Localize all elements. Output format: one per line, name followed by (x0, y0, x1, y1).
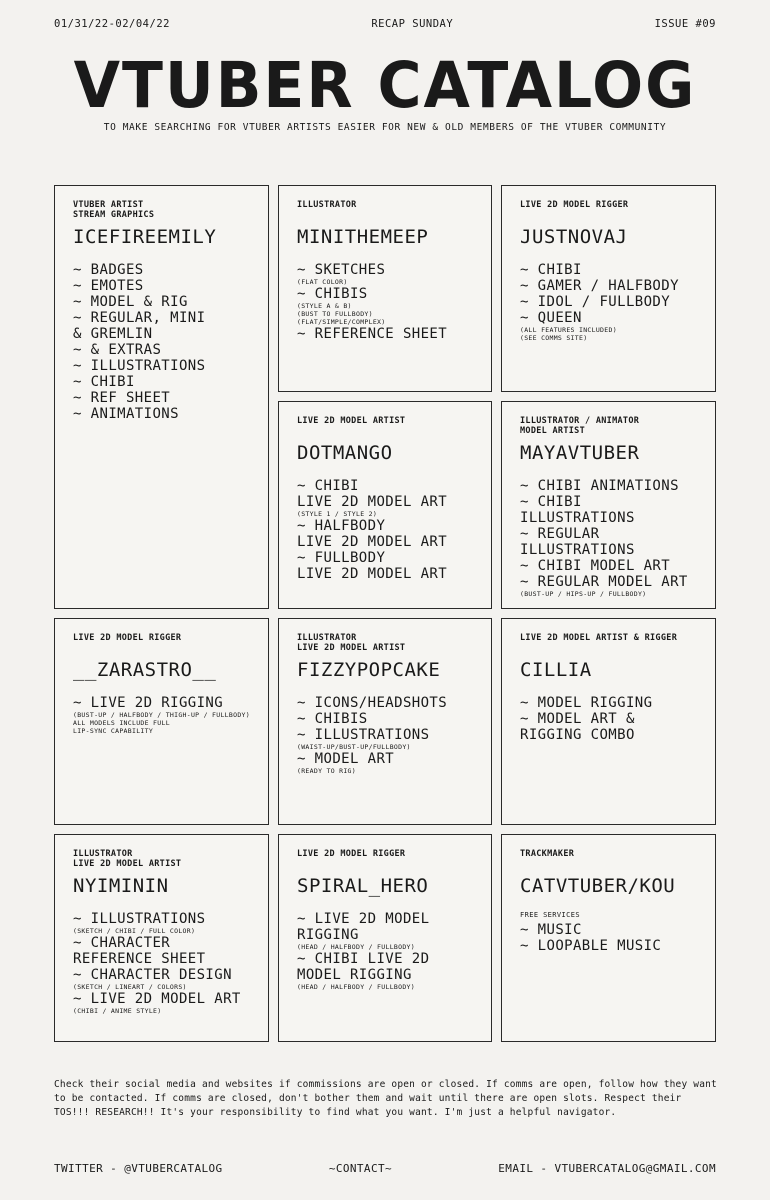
service-item: ~ CHIBIS (297, 286, 368, 302)
service-item: ~ REF SHEET (73, 390, 171, 406)
service-item: ~ CHIBI (520, 262, 582, 278)
service-item: ILLUSTRATIONS (520, 542, 635, 558)
service-item: ~ MODEL ART & (520, 711, 635, 727)
service-list (73, 695, 250, 735)
service-item: ~ SKETCHES (297, 262, 386, 278)
service-item: ~ QUEEN (520, 310, 582, 326)
artist-card (278, 618, 492, 825)
service-item: ~ REFERENCE SHEET (297, 326, 448, 342)
artist-name: CILLIA (520, 659, 592, 681)
service-item: RIGGING COMBO (520, 727, 635, 743)
artist-name: MAYAVTUBER (520, 442, 640, 464)
service-item: ~ ILLUSTRATIONS (73, 911, 206, 927)
service-item: ~ CHIBI (297, 478, 359, 494)
issue-number: ISSUE #09 (654, 18, 716, 30)
artist-name: DOTMANGO (297, 442, 393, 464)
service-list (520, 262, 697, 342)
artist-name: __ZARASTRO__ (73, 659, 217, 681)
recap-label: RECAP SUNDAY (371, 18, 454, 30)
service-list (297, 911, 473, 991)
service-list (73, 911, 250, 1015)
page-title: VTUBER CATALOG (73, 49, 697, 123)
service-note: (BUST-UP / HIPS-UP / FULLBODY) (520, 590, 647, 598)
service-list (73, 262, 250, 422)
service-item: ~ IDOL / FULLBODY (520, 294, 671, 310)
service-item: ILLUSTRATIONS (520, 510, 635, 526)
top-bar (54, 18, 716, 30)
artist-card (278, 185, 492, 392)
service-note: (READY TO RIG) (297, 767, 356, 775)
service-note: (CHIBI / ANIME STYLE) (73, 1007, 162, 1015)
artist-role: LIVE 2D MODEL RIGGER (73, 633, 182, 643)
service-item: ~ ILLUSTRATIONS (297, 727, 430, 743)
service-item: ~ & EXTRAS (73, 342, 162, 358)
artist-role: VTUBER ARTIST STREAM GRAPHICS (73, 200, 155, 220)
artist-name: CATVTUBER/KOU (520, 875, 676, 897)
service-list (520, 478, 697, 598)
footer (54, 1162, 716, 1175)
artist-card (501, 618, 716, 825)
artist-card (501, 834, 716, 1042)
service-note: (SKETCH / CHIBI / FULL COLOR) (73, 927, 196, 935)
service-list (297, 695, 473, 775)
tagline: TO MAKE SEARCHING FOR VTUBER ARTISTS EASIER FOR NEW & OLD MEMBERS OF THE VTUBER COMMUNITY (103, 122, 667, 133)
service-item: RIGGING (297, 927, 359, 943)
service-list (297, 478, 473, 582)
service-item: ~ LIVE 2D RIGGING (73, 695, 224, 711)
service-item: ~ MODEL RIGGING (520, 695, 653, 711)
artist-card (278, 401, 492, 609)
artist-role: ILLUSTRATOR LIVE 2D MODEL ARTIST (297, 633, 406, 653)
service-item: ~ CHIBI MODEL ART (520, 558, 671, 574)
service-preface: FREE SERVICES (520, 911, 580, 919)
artist-role: TRACKMAKER (520, 849, 575, 859)
artist-role: ILLUSTRATOR LIVE 2D MODEL ARTIST (73, 849, 182, 869)
service-item: MODEL RIGGING (297, 967, 412, 983)
artist-role: LIVE 2D MODEL ARTIST & RIGGER (520, 633, 678, 643)
service-item: & GREMLIN (73, 326, 153, 342)
artist-role: LIVE 2D MODEL RIGGER (297, 849, 406, 859)
artist-name: ICEFIREEMILY (73, 226, 217, 248)
service-note: (SKETCH / LINEART / COLORS) (73, 983, 187, 991)
artist-role: ILLUSTRATOR (297, 200, 357, 210)
service-note: (HEAD / HALFBODY / FULLBODY) (297, 943, 415, 951)
service-item: ~ FULLBODY (297, 550, 386, 566)
service-item: ~ CHIBIS (297, 711, 368, 727)
service-note: (ALL FEATURES INCLUDED) (SEE COMMS SITE) (520, 326, 617, 342)
service-item: ~ CHARACTER (73, 935, 171, 951)
service-item: ~ REGULAR MODEL ART (520, 574, 688, 590)
service-note: (WAIST-UP/BUST-UP/FULLBODY) (297, 743, 411, 751)
service-note: (STYLE 1 / STYLE 2) (297, 510, 378, 518)
service-item: LIVE 2D MODEL ART (297, 534, 448, 550)
artist-name: MINITHEMEEP (297, 226, 429, 248)
service-note: (HEAD / HALFBODY / FULLBODY) (297, 983, 415, 991)
artist-role: LIVE 2D MODEL ARTIST (297, 416, 406, 426)
artist-card (278, 834, 492, 1042)
service-item: ~ ICONS/HEADSHOTS (297, 695, 448, 711)
artist-name: JUSTNOVAJ (520, 226, 628, 248)
service-item: ~ GAMER / HALFBODY (520, 278, 679, 294)
date-range: 01/31/22-02/04/22 (54, 18, 170, 30)
service-item: ~ REGULAR, MINI (73, 310, 206, 326)
service-item: ~ ANIMATIONS (73, 406, 179, 422)
service-item: ~ LIVE 2D MODEL (297, 911, 430, 927)
service-note: (STYLE A & B) (BUST TO FULLBODY) (FLAT/SIMPLE/COMPLEX) (297, 302, 386, 326)
artist-card (54, 834, 269, 1042)
footer-note: Check their social media and websites if commissions are open or closed. If comms are open, follow how they want to be contacted. If comms are closed, don't bother them and wait until there are open slots. Respect their TOS!!! RESEARCH!! It's your responsibility to find what you want. I'm just a helpful navigator. (54, 1079, 717, 1118)
service-item: ~ MODEL & RIG (73, 294, 188, 310)
service-item: ~ MUSIC (520, 922, 582, 938)
service-item: ~ LOOPABLE MUSIC (520, 938, 662, 954)
service-item: ~ HALFBODY (297, 518, 386, 534)
artist-name: NYIMININ (73, 875, 169, 897)
service-item: ~ CHIBI LIVE 2D (297, 951, 430, 967)
twitter-handle[interactable]: TWITTER - @VTUBERCATALOG (54, 1162, 223, 1175)
artist-card (501, 185, 716, 392)
service-item: LIVE 2D MODEL ART (297, 566, 448, 582)
service-item: ~ CHIBI ANIMATIONS (520, 478, 679, 494)
service-item: ~ ILLUSTRATIONS (73, 358, 206, 374)
service-item: ~ CHIBI (520, 494, 582, 510)
service-item: LIVE 2D MODEL ART (297, 494, 448, 510)
service-item: ~ CHARACTER DESIGN (73, 967, 232, 983)
email-address[interactable]: EMAIL - VTUBERCATALOG@GMAIL.COM (498, 1162, 716, 1175)
service-item: ~ BADGES (73, 262, 144, 278)
artist-role: ILLUSTRATOR / ANIMATOR MODEL ARTIST (520, 416, 640, 436)
artist-card (54, 185, 269, 609)
service-list (297, 262, 473, 342)
service-list (520, 695, 697, 743)
artist-name: FIZZYPOPCAKE (297, 659, 441, 681)
service-item: REFERENCE SHEET (73, 951, 206, 967)
artist-card (54, 618, 269, 825)
service-item: ~ REGULAR (520, 526, 600, 542)
service-item: ~ CHIBI (73, 374, 135, 390)
artist-card (501, 401, 716, 609)
service-note: (BUST-UP / HALFBODY / THIGH-UP / FULLBODY) ALL MODELS INCLUDE FULL LIP-SYNC CAPABILITY (73, 711, 250, 735)
service-item: ~ MODEL ART (297, 751, 395, 767)
contact-label: ~CONTACT~ (328, 1162, 393, 1175)
service-item: ~ EMOTES (73, 278, 144, 294)
service-list (520, 911, 697, 954)
artist-name: SPIRAL_HERO (297, 875, 429, 897)
service-item: ~ LIVE 2D MODEL ART (73, 991, 241, 1007)
artist-role: LIVE 2D MODEL RIGGER (520, 200, 629, 210)
service-note: (FLAT COLOR) (297, 278, 348, 286)
